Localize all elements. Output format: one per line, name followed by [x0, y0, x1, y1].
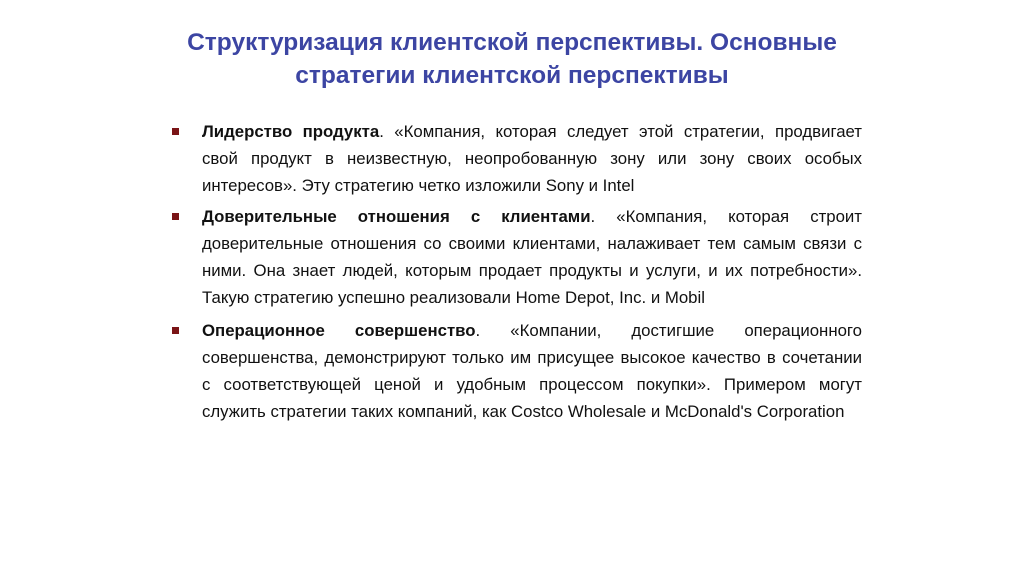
slide-title [150, 26, 874, 92]
bullet-text: . «Компании, достигшие операционного совершенства, демонстрируют только им присущее высокое качество в сочетании с соответствующей ценой и удобным процессом покупки». Примером могут служить стратегии таких компаний, как Costco Wholesale и McDonald's Corporation [202, 321, 863, 421]
square-bullet-icon [172, 213, 179, 220]
bullet-heading: Операционное совершенство [202, 321, 476, 340]
bullet-product-leadership [170, 118, 862, 199]
bullet-customer-intimacy [170, 203, 862, 311]
bullet-operational-excellence [170, 317, 862, 425]
square-bullet-icon [172, 327, 179, 334]
bullet-text: . «Компания, которая следует этой стратегии, продвигает свой продукт в неизвестную, неопробованную зону или зону своих особых интересов». Эту стратегию четко изложили Sony и Intel [202, 122, 862, 195]
bullet-heading: Доверительные отношения с клиентами [202, 207, 591, 226]
bullet-text: . «Компания, которая строит доверительные отношения со своими клиентами, налаживает тем самым связи с ними. Она знает людей, которым продает продукты и услуги, и их потребности». Такую стратегию успешно реализовали Home Depot, Inc. и Mobil [202, 207, 862, 307]
bullet-list [170, 118, 862, 429]
slide-title-line-2: стратегии клиентской перспективы [295, 62, 729, 89]
slide-title-line-1: Структуризация клиентской перспективы. Основные [187, 29, 837, 56]
square-bullet-icon [172, 128, 179, 135]
bullet-heading: Лидерство продукта [202, 122, 380, 141]
